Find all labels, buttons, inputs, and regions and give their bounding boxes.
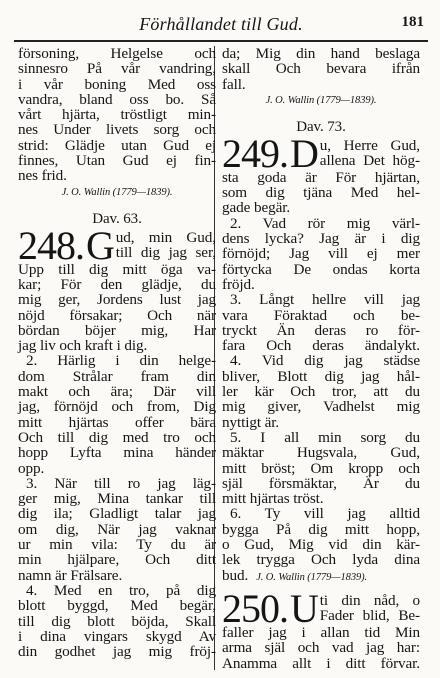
hymn-250 [222, 585, 420, 672]
text-line: opp. [18, 459, 45, 477]
text-line [222, 568, 420, 583]
text-line: till dig jag ser, [115, 243, 216, 261]
text-line: nes frid. [18, 167, 67, 185]
text-line: da; Mig din hand beslaga [222, 45, 420, 62]
hymn-number: 249. [222, 130, 288, 176]
text-line: i vår boning Med oss [18, 75, 216, 93]
text-line: nyttigt är. [222, 413, 280, 431]
text-line: förtycka De ondas korta [222, 260, 420, 278]
text-line: mitt hjärtas tröst. [222, 490, 324, 508]
text-line: Och till dig med tro och [18, 428, 216, 446]
page-number: 181 [401, 14, 424, 30]
text-line: fara Och deras ändalykt. [222, 337, 420, 355]
text-last-word: bud. [222, 566, 249, 584]
text-line: lek trygga Och lyda dina [222, 551, 420, 569]
text-line: faller jag i allan tid Min [222, 623, 420, 641]
verse-start: 3. Långt hellre vill jag [230, 291, 420, 309]
text-line: dom Strålar fram din [18, 367, 216, 385]
text-line: ger mig, Mina tankar till [18, 490, 216, 508]
text-line: allena Det hög- [319, 152, 420, 170]
text-line: kar; För den glädje, du [18, 275, 216, 293]
hymn-number: 248. [18, 222, 84, 268]
text-line: dens lycka? Jag är i dig [222, 230, 420, 248]
verse-start: 3. När till ro jag läg- [26, 474, 216, 492]
verse-start: 6. Ty vill jag alltid [230, 505, 420, 523]
text-line: jag, förnöjd och from, Dig [18, 398, 216, 416]
text-line: mig giver, Vadhelst mig [222, 398, 420, 416]
text-line: fröjd. [222, 275, 255, 293]
text-line: mitt bröst; Om kropp och [222, 459, 420, 477]
page-header [14, 8, 428, 44]
text-line: ur min vila: Ty du är [18, 536, 216, 554]
text-line: Anamma allt i ditt förvar. [222, 654, 420, 672]
text-line: Upp till dig mitt öga va- [18, 260, 216, 278]
text-line: blott byggd, Med begär, [18, 597, 216, 615]
text-line: hopp Lyfta mina händer [18, 444, 216, 462]
text-line: strid: Glädje utan Gud ej [18, 136, 216, 154]
text-line: arma själ och vad jag har: [222, 639, 420, 657]
text-line: sta goda är För hjärtan, [222, 168, 420, 186]
text-line: u, Herre Gud, [319, 136, 420, 154]
left-column [18, 46, 216, 659]
drop-cap: D [290, 130, 319, 176]
drop-cap: U [290, 585, 319, 631]
text-line: bördan böjer mig, Har [18, 321, 216, 339]
text-line: nes Under livets sorg och [18, 121, 216, 139]
text-line: mig ger, Jordens lust jag [18, 291, 216, 309]
hymn-249 [222, 116, 420, 583]
hymn-number: 250. [222, 585, 288, 631]
verse-start: 2. Vad rör mig värl- [230, 214, 420, 232]
text-line: som dig tjäna Med hel- [222, 184, 420, 202]
text-line: o Gud, Mig vid din kär- [222, 536, 420, 554]
text-line: finnes, Utan Gud ej fin- [18, 152, 216, 170]
text-line: i dina vingars skygd Av [18, 627, 216, 645]
text-line: ti din nåd, o [319, 591, 420, 609]
header-rule [14, 40, 428, 42]
text-line: ud, min Gud, [115, 228, 216, 246]
verse-start: 4. Med en tro, på dig [26, 581, 216, 599]
text-line: fall. [222, 75, 246, 93]
author-attribution: J. O. Wallin (1779—1839). [256, 571, 368, 583]
text-line: till dig blott böjda, Skall [18, 612, 216, 630]
continued-hymn-text [18, 46, 216, 184]
text-line: sinnesro På vår vandring, [18, 60, 216, 78]
text-line: vara Föraktad och be- [222, 306, 420, 324]
text-line: bygga På dig mitt hopp, [222, 520, 420, 538]
author-attribution: J. O. Wallin (1779—1839). [61, 186, 173, 198]
verse-start: 5. I all min sorg du [230, 428, 420, 446]
text-line: din godhet jag mig fröj- [18, 643, 216, 661]
text-line: försoning, Helgelse och [18, 45, 216, 62]
text-line: mäktar Hugsvala, Gud, [222, 444, 420, 462]
text-line: mitt hjärtas offer bära [18, 413, 216, 431]
text-line: själ försmäktar, Är du [222, 474, 420, 492]
right-column [222, 46, 420, 671]
text-line: jag liv och kraft i dig. [18, 337, 148, 355]
text-line: förnöjd; Jag vill ej mer [222, 245, 420, 263]
text-line: namn är Frälsare. [18, 566, 123, 584]
text-line: vandra, bland oss bo. Så [18, 90, 216, 108]
text-line: skall Och bevara ifrån [222, 60, 420, 78]
verse-start: 4. Vid dig jag städse [230, 352, 420, 370]
text-line: min hjälpare, Och ditt [18, 551, 216, 569]
continued-hymn-text [222, 46, 420, 92]
text-line: dig ila; Gladligt talar jag [18, 505, 216, 523]
text-line: vårt hjärta, tröstligt min- [18, 106, 216, 124]
text-line: Fader blid, Be- [319, 607, 420, 625]
psalm-reference: Dav. 73. [296, 118, 346, 135]
text-line: ler kär Och tror, att du [222, 383, 420, 401]
author-attribution: J. O. Wallin (1779—1839). [265, 94, 377, 106]
running-title: Förhållandet till Gud. [139, 14, 303, 34]
text-line: nöjd försakar; Och när [18, 306, 216, 324]
text-line: makt och ära; Där vill [18, 383, 216, 401]
text-line: tryckt Än deras ro för- [222, 321, 420, 339]
text-line: bliver, Blott dig jag hål- [222, 367, 420, 385]
hymn-248 [18, 208, 216, 660]
drop-cap: G [86, 222, 115, 268]
psalm-reference: Dav. 63. [92, 210, 142, 227]
text-line: gade begär. [222, 199, 291, 217]
text-line: om dig, När jag vaknar [18, 520, 216, 538]
verse-start: 2. Härlig i din helge- [26, 352, 216, 370]
